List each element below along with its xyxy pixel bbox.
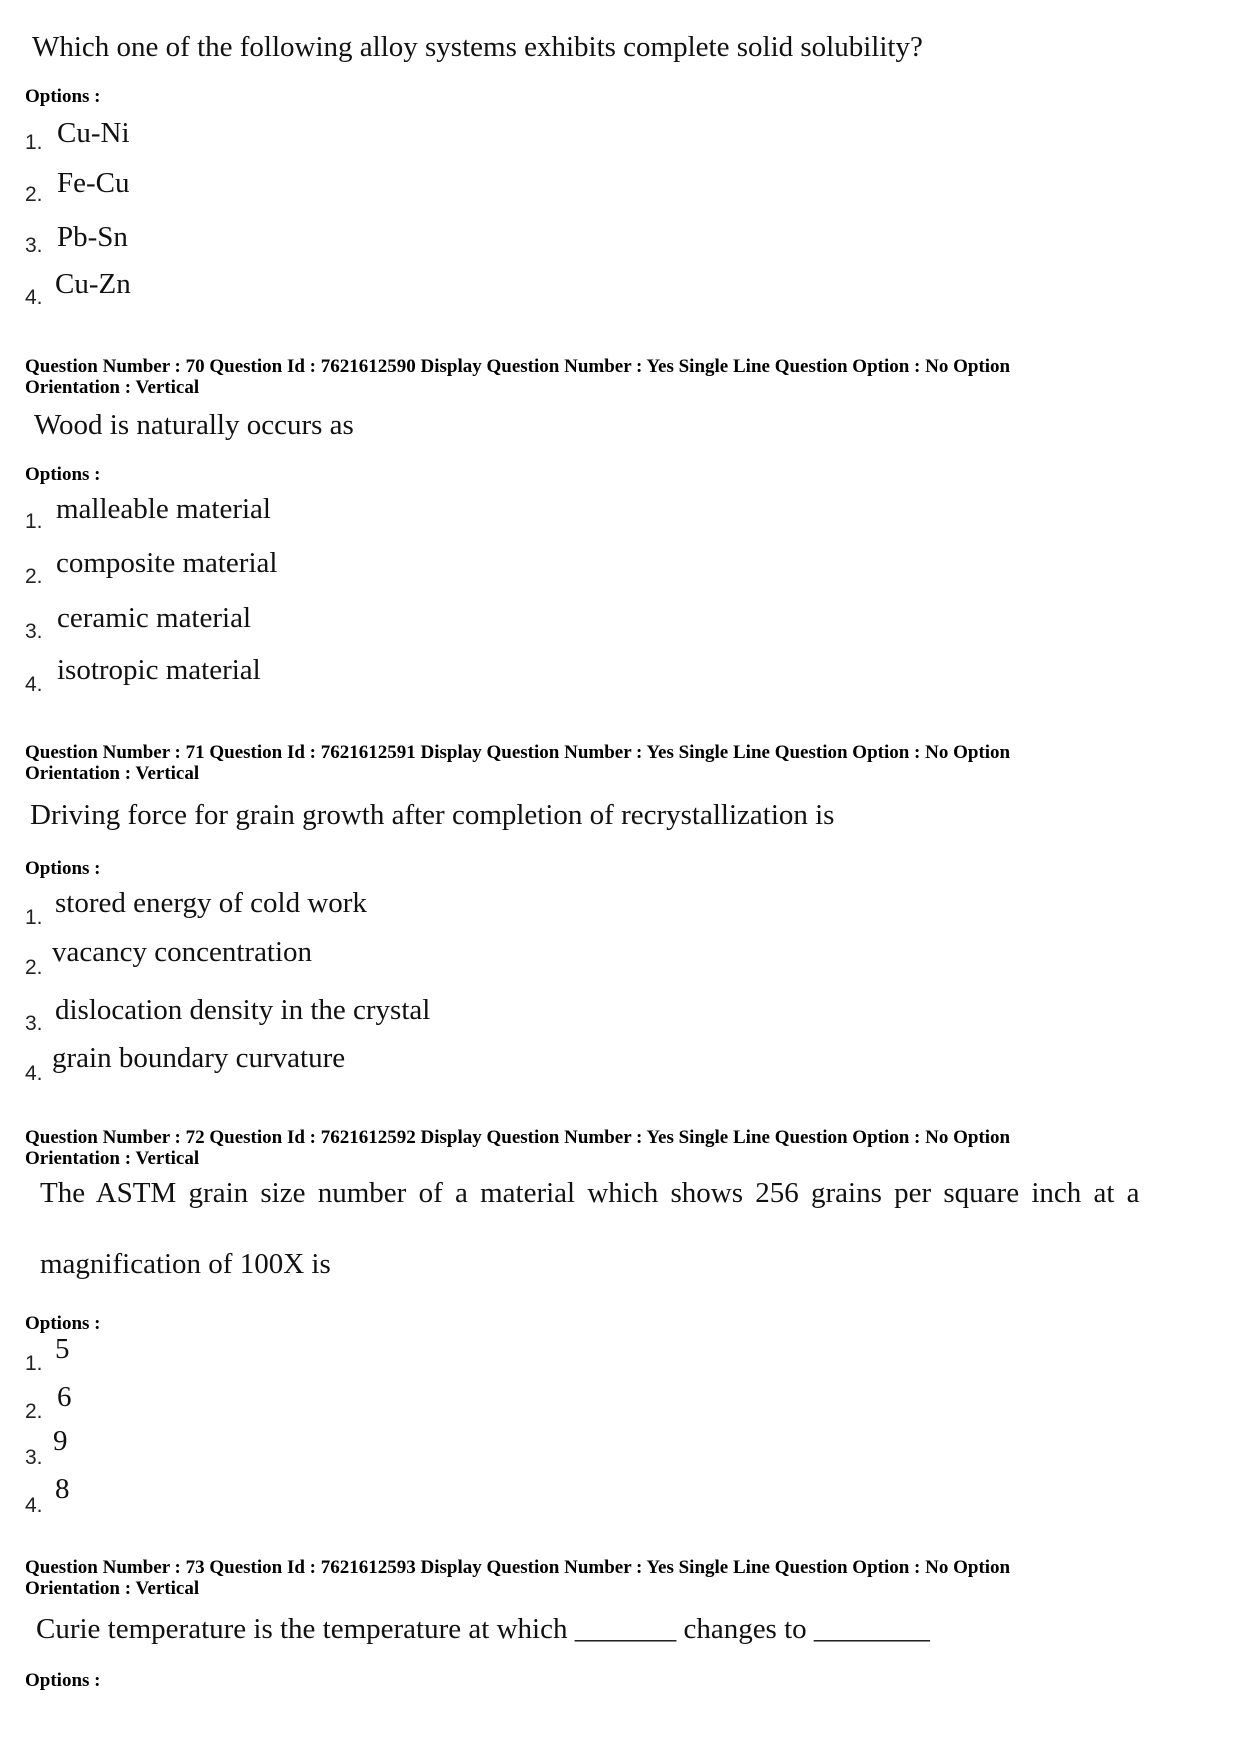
option-number: 3. [25,1446,43,1469]
options-label: Options : [25,1313,101,1334]
option-text: grain boundary curvature [52,1042,346,1074]
option-number: 2. [25,565,43,588]
option-text: malleable material [56,493,271,525]
option-text: vacancy concentration [52,936,313,968]
option-text: 5 [55,1333,70,1365]
option-text: ceramic material [57,602,252,634]
option-number: 1. [25,510,43,533]
option-number: 3. [25,620,43,643]
options-label: Options : [25,86,101,107]
question-text: Wood is naturally occurs as [34,409,354,441]
option-number: 4. [25,673,43,696]
option-text: Cu-Ni [57,117,130,149]
options-label: Options : [25,464,101,485]
option-number: 4. [25,1494,43,1517]
option-text: isotropic material [57,654,261,686]
option-number: 2. [25,1400,43,1423]
question-meta: Question Number : 73 Question Id : 7621612593 Display Question Number : Yes Single Line Question Option : No Option [25,1557,1011,1578]
question-text: Curie temperature is the temperature at which _______ changes to ________ [36,1613,930,1645]
option-number: 3. [25,1012,43,1035]
question-meta: Question Number : 72 Question Id : 7621612592 Display Question Number : Yes Single Line Question Option : No Option [25,1127,1011,1148]
option-number: 2. [25,956,43,979]
option-number: 4. [25,1062,43,1085]
options-label: Options : [25,1670,101,1691]
option-number: 2. [25,183,43,206]
option-text: 6 [57,1381,72,1413]
option-number: 1. [25,906,43,929]
options-label: Options : [25,858,101,879]
question-text: Driving force for grain growth after completion of recrystallization is [30,799,835,831]
question-meta: Orientation : Vertical [25,1578,200,1599]
question-meta: Question Number : 70 Question Id : 7621612590 Display Question Number : Yes Single Line Question Option : No Option [25,356,1011,377]
question-meta: Orientation : Vertical [25,377,200,398]
option-number: 4. [25,286,43,309]
question-meta: Orientation : Vertical [25,763,200,784]
option-text: stored energy of cold work [55,887,367,919]
question-meta: Question Number : 71 Question Id : 7621612591 Display Question Number : Yes Single Line Question Option : No Option [25,742,1011,763]
option-text: Fe-Cu [57,167,130,199]
option-number: 1. [25,131,43,154]
option-text: dislocation density in the crystal [55,994,431,1026]
question-text-line: The ASTM grain size number of a material which shows 256 grains per square inch at a [40,1177,1140,1209]
option-text: Pb-Sn [57,221,128,253]
question-text: Which one of the following alloy systems exhibits complete solid solubility? [32,31,923,63]
option-text: Cu-Zn [55,268,131,300]
option-text: composite material [56,547,278,579]
option-number: 1. [25,1352,43,1375]
option-text: 9 [53,1425,68,1457]
question-meta: Orientation : Vertical [25,1148,200,1169]
option-text: 8 [55,1473,70,1505]
question-text-line: magnification of 100X is [40,1248,331,1280]
option-number: 3. [25,234,43,257]
